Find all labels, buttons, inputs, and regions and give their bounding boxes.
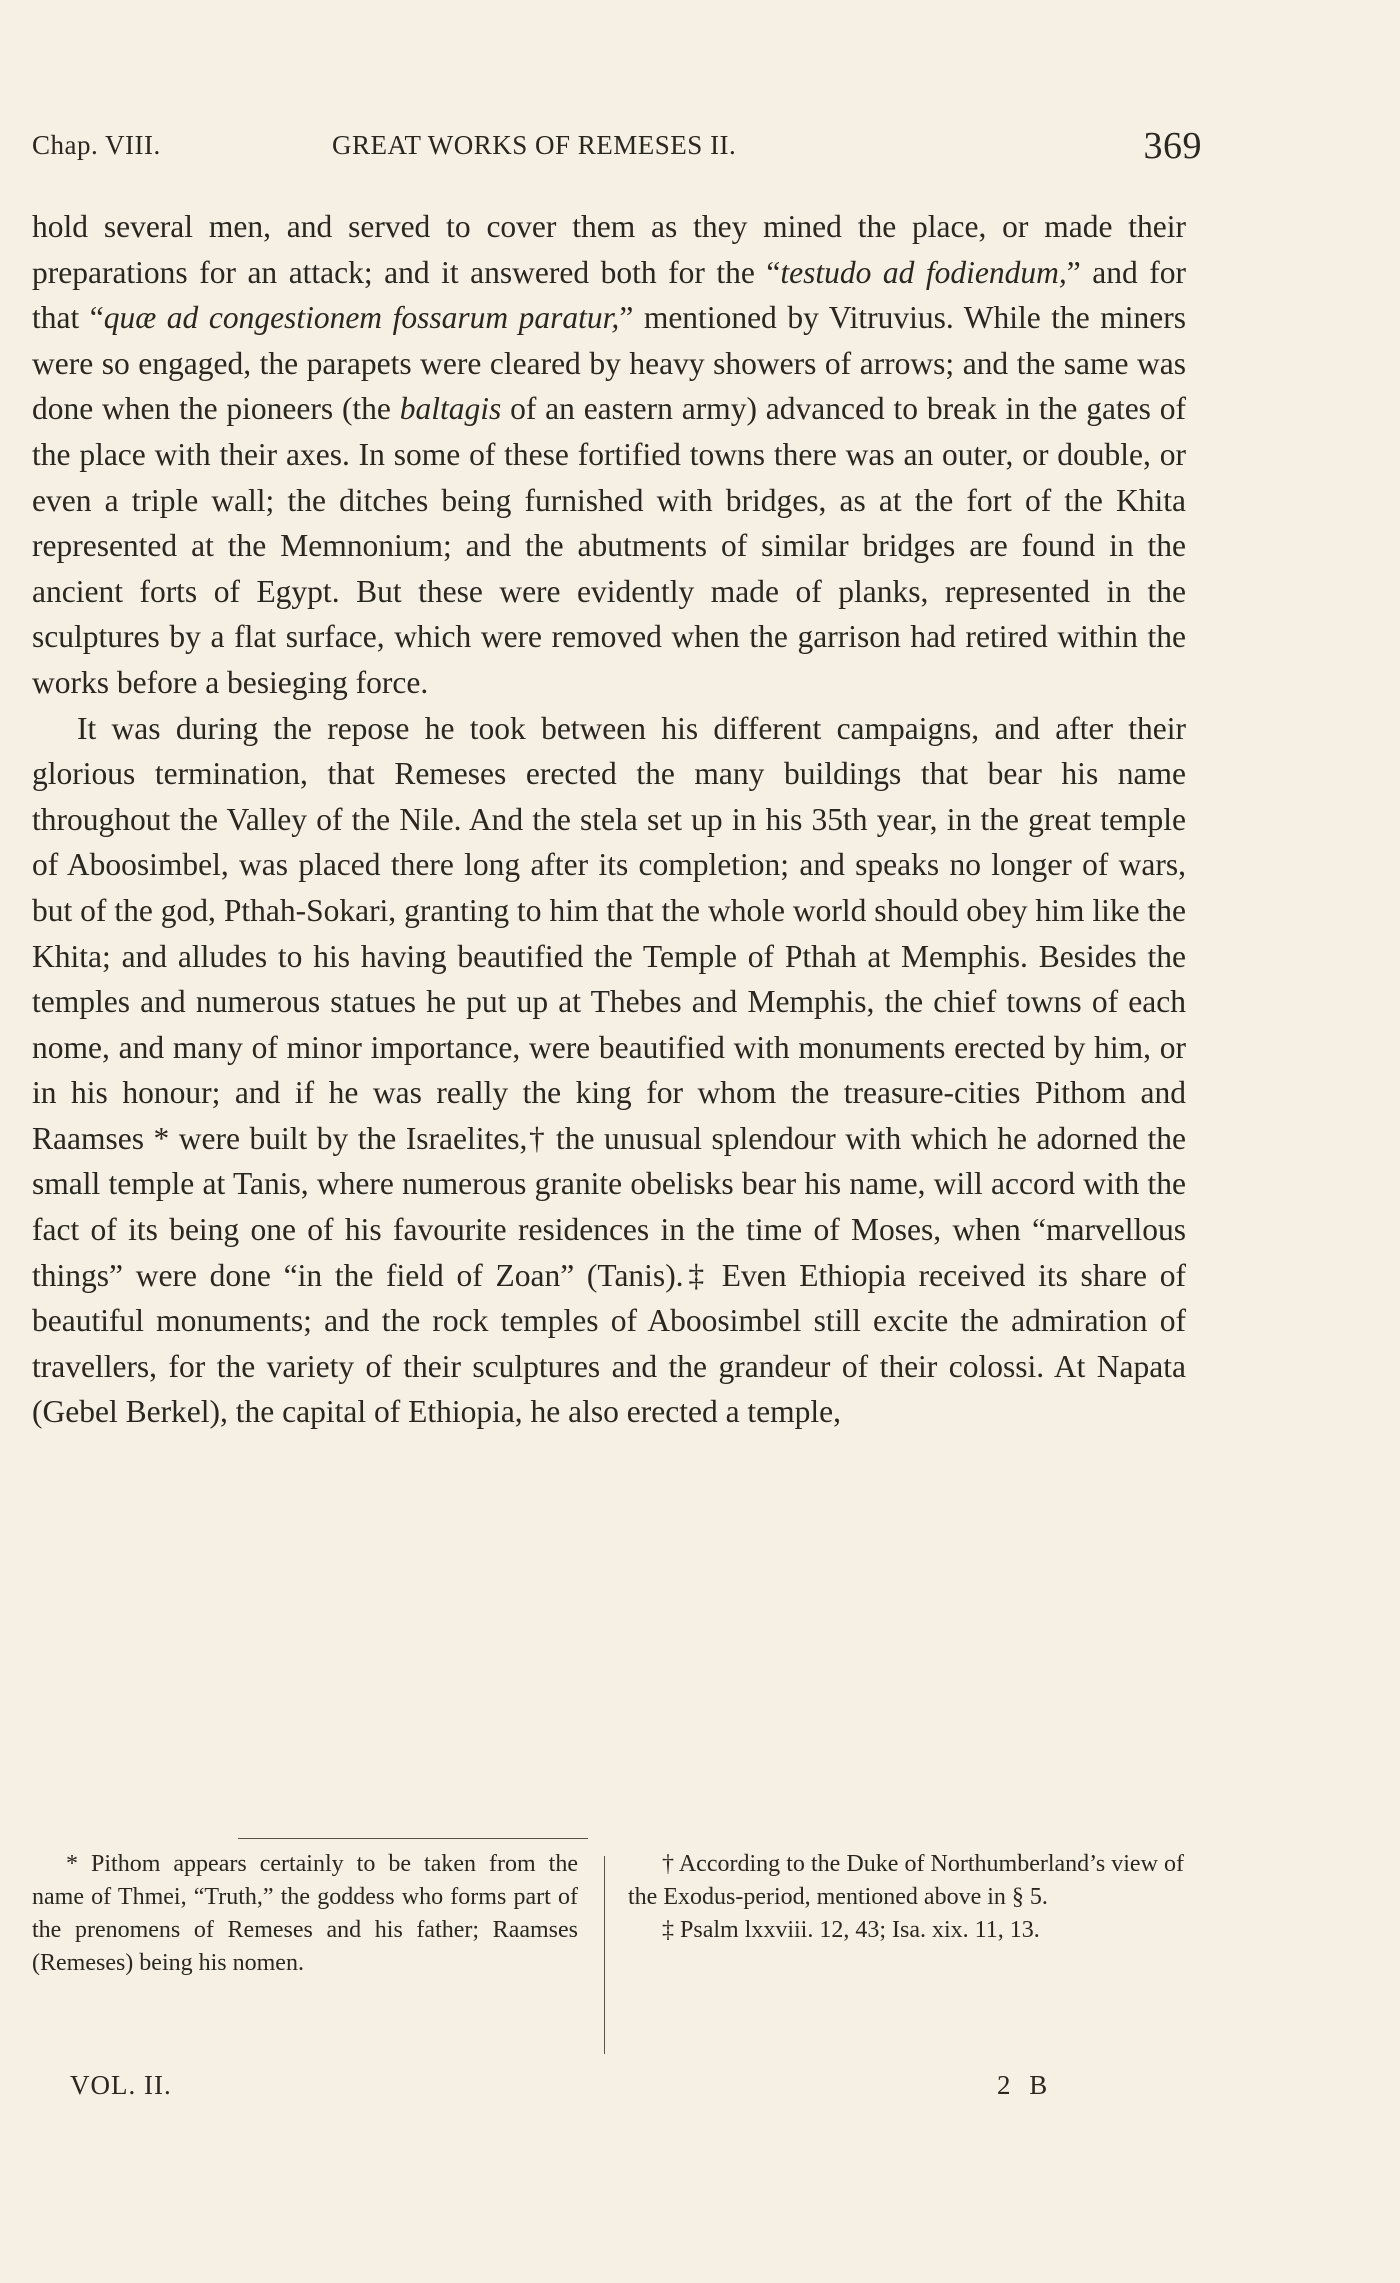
- chapter-label: Chap. VIII.: [32, 130, 161, 160]
- paragraph-1: [32, 204, 1186, 706]
- footnote-rule: [238, 1838, 588, 1839]
- running-head: [32, 124, 1202, 168]
- paragraph-2: It was during the repose he took between his different campaigns, and after their glorious termination, that Remeses erected the many buildings that bear his name throughout the Valley of the Nile. And the stela set up in his 35th year, in the great temple of Aboosimbel, was placed there long after its completion; and speaks no longer of wars, but of the god, Pthah-Sokari, granting to him that the whole world should obey him like the Khita; and alludes to his having beautified the Temple of Pthah at Memphis. Besides the temples and numerous statues he put up at Thebes and Memphis, the chief towns of each nome, and many of minor importance, were beautified with monuments erected by him, or in his honour; and if he was really the king for whom the treasure-cities Pithom and Raamses * were built by the Israelites,† the unusual splendour with which he adorned the small temple at Tanis, where numerous granite obelisks bear his name, will accord with the fact of its being one of his favourite residences in the time of Moses, when “marvellous things” were done “in the field of Zoan” (Tanis).‡ Even Ethiopia received its share of beautiful monuments; and the rock temples of Aboosimbel still excite the admiration of travellers, for the variety of their sculptures and the grandeur of their colossi. At Napata (Gebel Berkel), the capital of Ethiopia, he also erected a temple,: [32, 710, 1186, 1430]
- paragraph-1-text-a: hold several men, and served to cover them as they mined the place, or made their preparations for an attack; and it answered both for the “: [32, 209, 1186, 290]
- latin-phrase-quae: quæ ad congestionem fossarum paratur,: [103, 300, 620, 336]
- footnote-dagger: † According to the Duke of Northumberland’s view of the Exodus-period, mentioned above in § 5.: [628, 1851, 1184, 1910]
- term-baltagis: baltagis: [399, 391, 502, 427]
- paragraph-1-text-b: ” and for that “: [32, 254, 1186, 336]
- volume-label: VOL. II.: [70, 2070, 172, 2100]
- page-number: 369: [1143, 125, 1202, 167]
- footnote-column-right: [628, 1848, 1184, 1947]
- footnote-column-left: [32, 1848, 578, 1980]
- body-text: [32, 204, 1186, 1435]
- footnote-double-dagger: ‡ Psalm lxxviii. 12, 43; Isa. xix. 11, 13.: [662, 1917, 1040, 1943]
- paragraph-1-text-c: ” mentioned by Vitruvius. While the miners were so engaged, the parapets were cleared by heavy showers of arrows; and the same was done when the pioneers (the: [32, 300, 1187, 427]
- latin-phrase-testudo: testudo ad fodiendum,: [780, 254, 1067, 290]
- running-title: GREAT WORKS OF REMESES II.: [332, 130, 737, 160]
- signature-line: [70, 2070, 1070, 2110]
- footnote-star: * Pithom appears certainly to be taken from the name of Thmei, “Truth,” the goddess who forms part of the prenomens of Remeses and his father; Raamses (Remeses) being his nomen.: [32, 1851, 578, 1976]
- signature-mark: 2 B: [997, 2070, 1054, 2100]
- footnote-column-divider: [604, 1856, 605, 2054]
- paragraph-1-text-d: of an eastern army) advanced to break in the gates of the place with their axes. In some of these fortified towns there was an outer, or double, or even a triple wall; the ditches being furnished with bridges, as at the fort of the Khita represented at the Memnonium; and the abutments of similar bridges are found in the ancient forts of Egypt. But these were evidently made of planks, represented in the sculptures by a flat surface, which were removed when the garrison had retired within the works before a besieging force.: [32, 391, 1187, 700]
